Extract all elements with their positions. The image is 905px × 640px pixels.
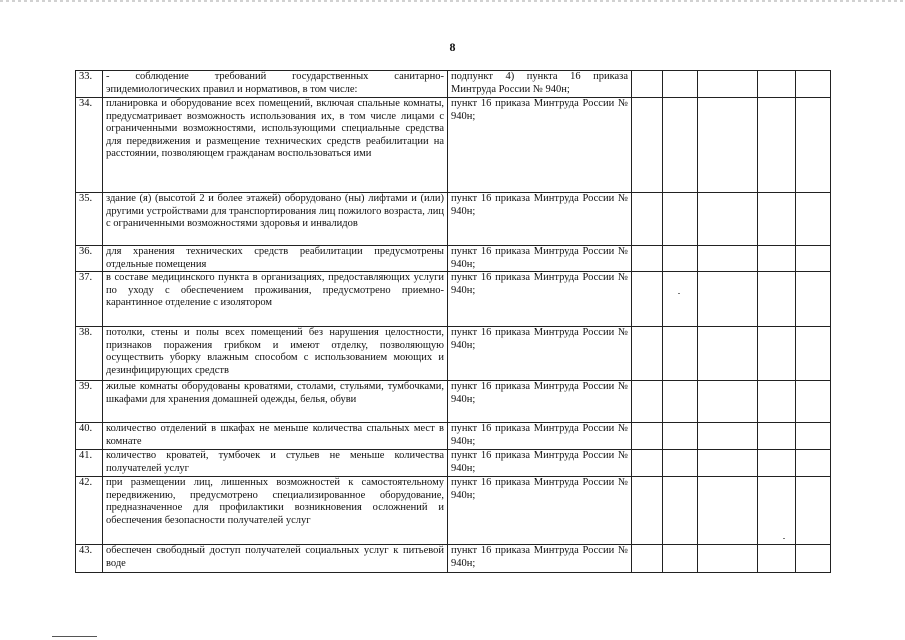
table-row — [76, 71, 831, 98]
reference-cell: пункт 16 приказа Минтруда России № 940н; — [448, 327, 632, 381]
empty-check-cell — [663, 246, 698, 272]
empty-check-cell — [632, 545, 663, 573]
empty-check-cell — [698, 327, 758, 381]
reference-cell: пункт 16 приказа Минтруда России № 940н; — [448, 545, 632, 573]
empty-check-cell — [758, 450, 796, 477]
empty-check-cell — [698, 545, 758, 573]
empty-check-cell — [796, 327, 831, 381]
empty-check-cell — [796, 193, 831, 246]
empty-check-cell — [663, 272, 698, 327]
row-number-cell: 39. — [76, 381, 103, 423]
empty-check-cell — [663, 193, 698, 246]
empty-check-cell — [632, 98, 663, 193]
requirement-cell: жилые комнаты оборудованы кроватями, столами, стульями, тумбочками, шкафами для хранения домашней одежды, белья, обуви — [103, 381, 448, 423]
empty-check-cell — [632, 381, 663, 423]
empty-check-cell — [698, 246, 758, 272]
table-row — [76, 477, 831, 545]
empty-check-cell — [632, 272, 663, 327]
empty-check-cell — [632, 193, 663, 246]
scan-speck — [678, 293, 680, 294]
empty-check-cell — [698, 423, 758, 450]
empty-check-cell — [758, 193, 796, 246]
empty-check-cell — [698, 193, 758, 246]
empty-check-cell — [663, 477, 698, 545]
empty-check-cell — [758, 423, 796, 450]
empty-check-cell — [698, 450, 758, 477]
empty-check-cell — [698, 98, 758, 193]
row-number-cell: 35. — [76, 193, 103, 246]
reference-cell: пункт 16 приказа Минтруда России № 940н; — [448, 272, 632, 327]
requirement-cell: здание (я) (высотой 2 и более этажей) оборудовано (ны) лифтами и (или) другими устройствами для транспортирования лиц пожилого возраста, лиц с ограниченными возможностями здоровья и инвалидов — [103, 193, 448, 246]
empty-check-cell — [632, 423, 663, 450]
table-row — [76, 545, 831, 573]
empty-check-cell — [758, 545, 796, 573]
requirement-cell: - соблюдение требований государственных санитарно-эпидемиологических правил и нормативов, в том числе: — [103, 71, 448, 98]
empty-check-cell — [632, 477, 663, 545]
empty-check-cell — [758, 71, 796, 98]
empty-check-cell — [698, 71, 758, 98]
empty-check-cell — [796, 450, 831, 477]
table-row — [76, 327, 831, 381]
empty-check-cell — [698, 381, 758, 423]
table-row — [76, 450, 831, 477]
requirement-cell: количество кроватей, тумбочек и стульев не меньше количества получателей услуг — [103, 450, 448, 477]
empty-check-cell — [663, 71, 698, 98]
reference-cell: пункт 16 приказа Минтруда России № 940н; — [448, 246, 632, 272]
requirement-cell: потолки, стены и полы всех помещений без нарушения целостности, признаков поражения грибком и имеют отделку, позволяющую осуществить уборку влажным способом с использованием моющих и дезинфицирующих средств — [103, 327, 448, 381]
empty-check-cell — [632, 450, 663, 477]
empty-check-cell — [663, 381, 698, 423]
page-number: 8 — [449, 40, 456, 54]
bottom-scan-mark — [52, 636, 97, 637]
row-number-cell: 42. — [76, 477, 103, 545]
requirement-cell: обеспечен свободный доступ получателей социальных услуг к питьевой воде — [103, 545, 448, 573]
reference-cell: пункт 16 приказа Минтруда России № 940н; — [448, 193, 632, 246]
checklist-table — [75, 70, 831, 573]
empty-check-cell — [663, 450, 698, 477]
reference-cell: подпункт 4) пункта 16 приказа Минтруда России № 940н; — [448, 71, 632, 98]
table-row — [76, 423, 831, 450]
empty-check-cell — [796, 98, 831, 193]
row-number-cell: 38. — [76, 327, 103, 381]
empty-check-cell — [796, 272, 831, 327]
reference-cell: пункт 16 приказа Минтруда России № 940н; — [448, 381, 632, 423]
empty-check-cell — [632, 246, 663, 272]
requirement-cell: планировка и оборудование всех помещений, включая спальные комнаты, предусматривает возможность использования их, в том числе лицами с ограниченными возможностями, использующими специальные средства для передвижения и размещение технических средств реабилитации на расстоянии, позволяющем гражданам воспользоваться ими — [103, 98, 448, 193]
row-number-cell: 41. — [76, 450, 103, 477]
requirement-cell: для хранения технических средств реабилитации предусмотрены отдельные помещения — [103, 246, 448, 272]
empty-check-cell — [796, 545, 831, 573]
row-number-cell: 40. — [76, 423, 103, 450]
row-number-cell: 34. — [76, 98, 103, 193]
empty-check-cell — [796, 246, 831, 272]
reference-cell: пункт 16 приказа Минтруда России № 940н; — [448, 98, 632, 193]
empty-check-cell — [632, 71, 663, 98]
empty-check-cell — [758, 272, 796, 327]
scan-speck — [783, 538, 785, 539]
table-row — [76, 246, 831, 272]
requirement-cell: количество отделений в шкафах не меньше количества спальных мест в комнате — [103, 423, 448, 450]
empty-check-cell — [758, 98, 796, 193]
empty-check-cell — [698, 272, 758, 327]
checklist-body — [76, 71, 831, 573]
requirement-cell: в составе медицинского пункта в организациях, предоставляющих услуги по уходу с обеспечением проживания, предусмотрено приемно-карантинное отделение с изолятором — [103, 272, 448, 327]
empty-check-cell — [796, 381, 831, 423]
reference-cell: пункт 16 приказа Минтруда России № 940н; — [448, 423, 632, 450]
row-number-cell: 43. — [76, 545, 103, 573]
empty-check-cell — [758, 381, 796, 423]
reference-cell: пункт 16 приказа Минтруда России № 940н; — [448, 477, 632, 545]
empty-check-cell — [632, 327, 663, 381]
empty-check-cell — [758, 327, 796, 381]
row-number-cell: 33. — [76, 71, 103, 98]
empty-check-cell — [663, 327, 698, 381]
row-number-cell: 37. — [76, 272, 103, 327]
row-number-cell: 36. — [76, 246, 103, 272]
empty-check-cell — [796, 423, 831, 450]
table-row — [76, 98, 831, 193]
empty-check-cell — [663, 423, 698, 450]
table-row — [76, 381, 831, 423]
table-row — [76, 272, 831, 327]
table-row — [76, 193, 831, 246]
empty-check-cell — [663, 98, 698, 193]
top-scan-edge — [0, 0, 905, 2]
empty-check-cell — [698, 477, 758, 545]
empty-check-cell — [796, 477, 831, 545]
empty-check-cell — [758, 477, 796, 545]
empty-check-cell — [796, 71, 831, 98]
requirement-cell: при размещении лиц, лишенных возможностей к самостоятельному передвижению, предусмотрено специализированное оборудование, предназначенное для профилактики возникновения осложнений и обеспечения безопасности получателей услуг — [103, 477, 448, 545]
empty-check-cell — [758, 246, 796, 272]
reference-cell: пункт 16 приказа Минтруда России № 940н; — [448, 450, 632, 477]
empty-check-cell — [663, 545, 698, 573]
